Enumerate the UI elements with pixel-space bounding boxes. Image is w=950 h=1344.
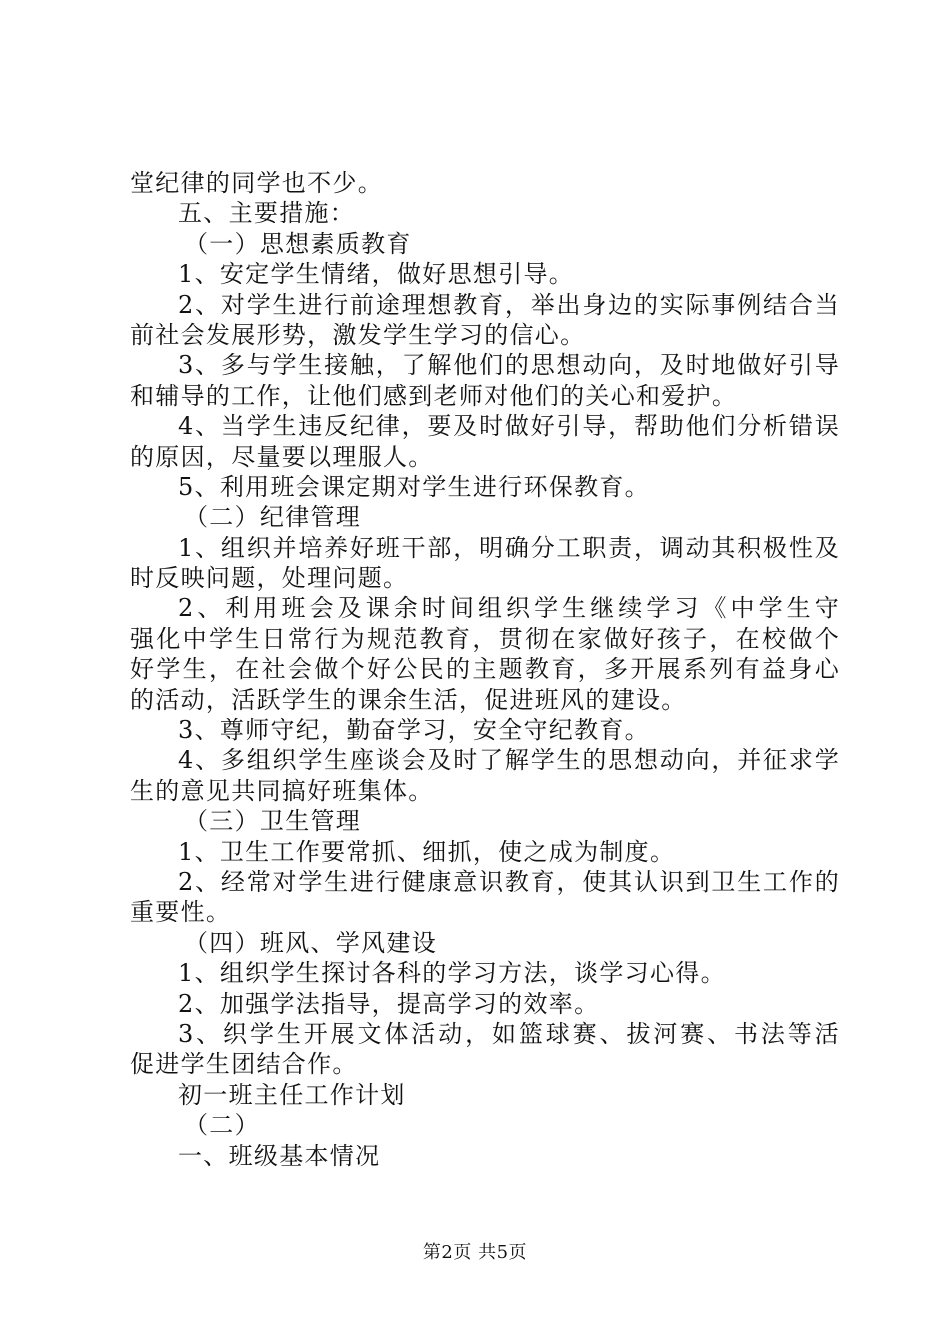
subsection-heading: （三）卫生管理: [184, 807, 362, 836]
document-body: [130, 168, 840, 1171]
text-line: 1、组织学生探讨各科的学习方法，谈学习心得。: [178, 959, 726, 988]
text-line: 1、组织并培养好班干部，明确分工职责，调动其积极性及: [178, 533, 840, 562]
section-heading: 一、班级基本情况: [178, 1141, 381, 1170]
subsection-heading: （一）思想素质教育: [184, 229, 412, 258]
page-footer: 第2页 共5页: [422, 1242, 528, 1263]
text-line: 强化中学生日常行为规范教育，贯彻在家做好孩子，在校做个: [130, 624, 840, 653]
text-line: 1、卫生工作要常抓、细抓，使之成为制度。: [178, 837, 676, 866]
text-line: 重要性。: [130, 898, 232, 927]
text-line: 生的意见共同搞好班集体。: [130, 776, 434, 805]
document-title: 初一班主任工作计划: [178, 1080, 406, 1109]
subsection-heading: （二）: [184, 1111, 260, 1140]
text-line: 3、多与学生接触，了解他们的思想动向，及时地做好引导: [178, 351, 840, 380]
text-line: 前社会发展形势，激发学生学习的信心。: [130, 320, 586, 349]
text-line: 和辅导的工作，让他们感到老师对他们的关心和爱护。: [130, 381, 738, 410]
section-heading: 五、主要措施：: [178, 199, 356, 228]
text-line: 5、利用班会课定期对学生进行环保教育。: [178, 472, 650, 501]
text-line: 3、尊师守纪，勤奋学习，安全守纪教育。: [178, 716, 650, 745]
text-line: 4、多组织学生座谈会及时了解学生的思想动向，并征求学: [178, 746, 840, 775]
text-line: 1、安定学生情绪，做好思想引导。: [178, 260, 575, 289]
text-line: 4、当学生违反纪律，要及时做好引导，帮助他们分析错误: [178, 412, 840, 441]
text-line: 2、经常对学生进行健康意识教育，使其认识到卫生工作的: [178, 867, 840, 896]
text-line: 的原因，尽量要以理服人。: [130, 442, 434, 471]
text-line: 促进学生团结合作。: [130, 1050, 358, 1079]
text-line: 2、对学生进行前途理想教育，举出身边的实际事例结合当: [178, 290, 840, 319]
text-line: 3、织学生开展文体活动，如篮球赛、拔河赛、书法等活: [178, 1019, 840, 1048]
subsection-heading: （二）纪律管理: [184, 503, 362, 532]
text-line: 2、利用班会及课余时间组织学生继续学习《中学生守: [178, 594, 840, 623]
text-line: 时反映问题，处理问题。: [130, 564, 409, 593]
subsection-heading: （四）班风、学风建设: [184, 928, 437, 957]
text-line: 2、加强学法指导，提高学习的效率。: [178, 989, 600, 1018]
text-line: 的活动，活跃学生的课余生活，促进班风的建设。: [130, 685, 687, 714]
text-line: 好学生，在社会做个好公民的主题教育，多开展系列有益身心: [130, 655, 840, 684]
text-line: 堂纪律的同学也不少。: [130, 169, 383, 197]
